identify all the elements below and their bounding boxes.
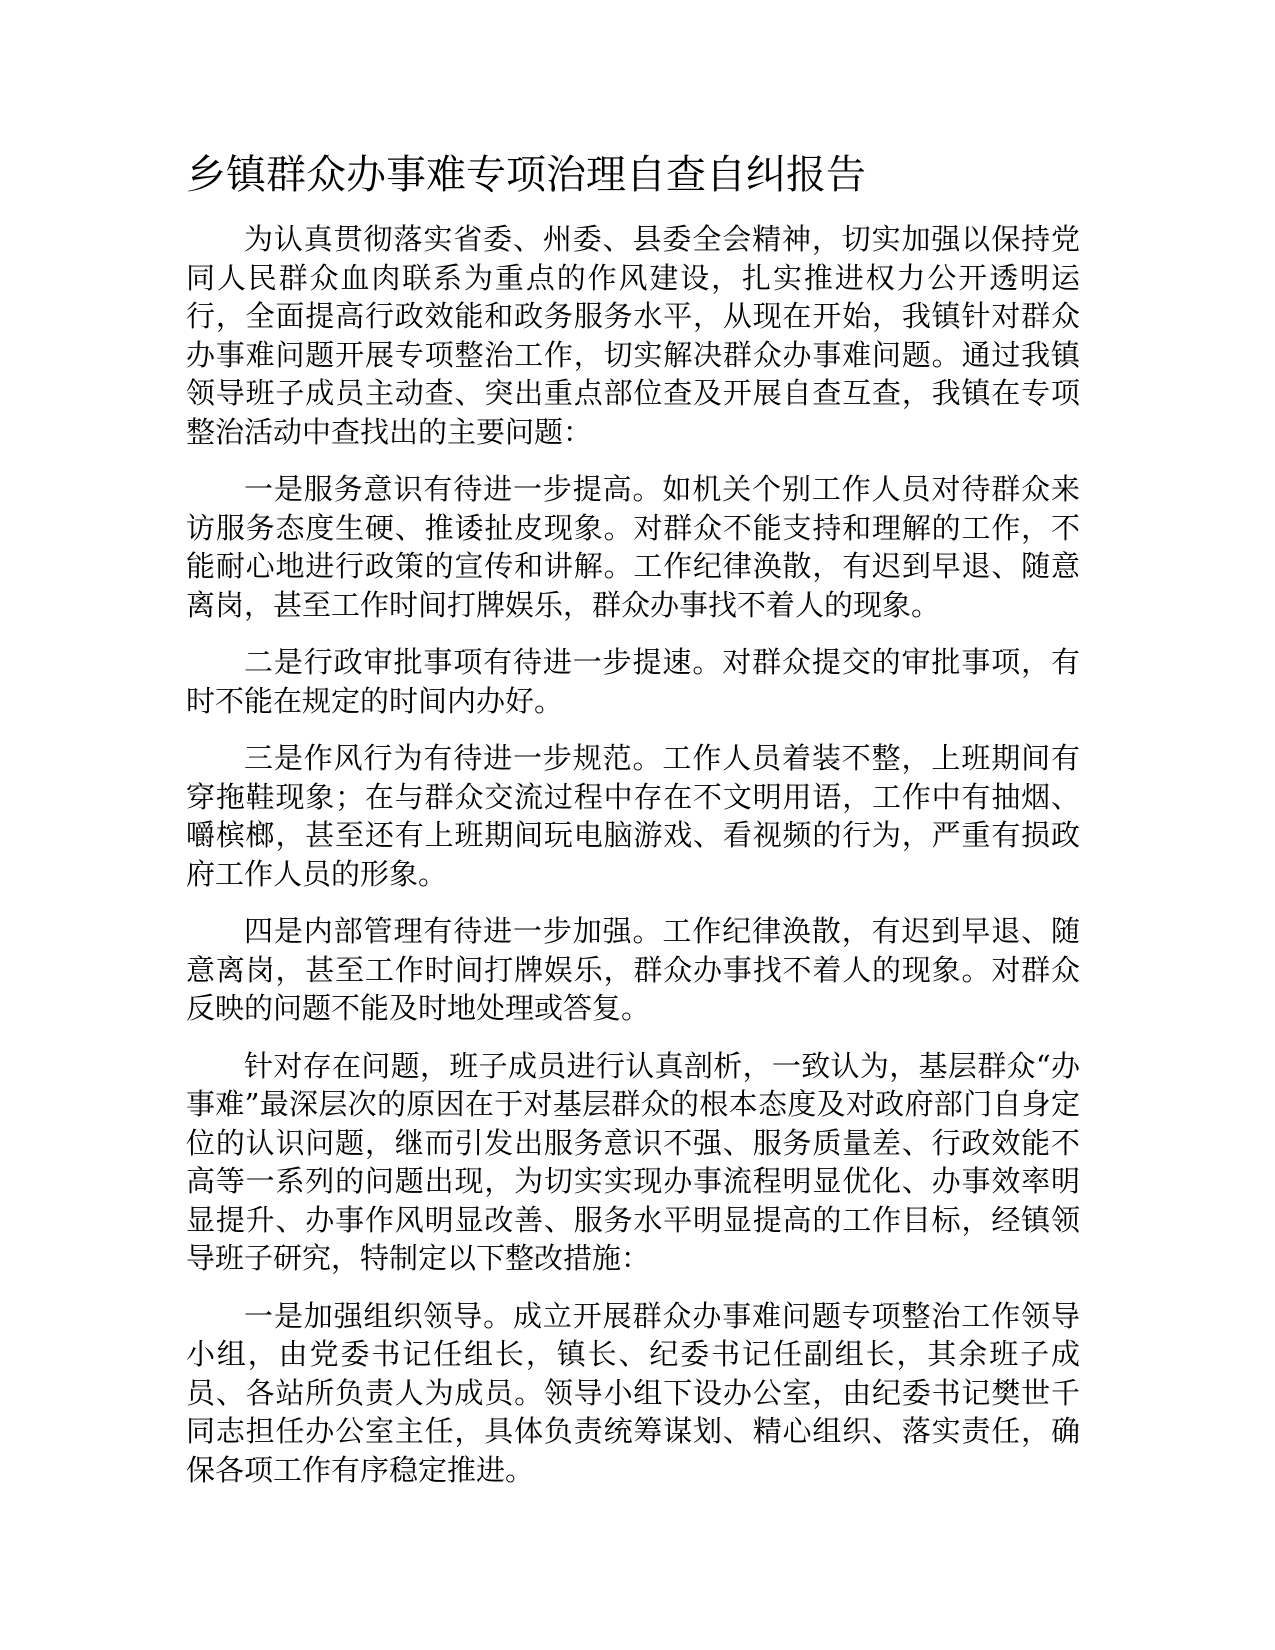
paragraph-intro: 为认真贯彻落实省委、州委、县委全会精神，切实加强以保持党同人民群众血肉联系为重点的作风建设，扎实推进权力公开透明运行，全面提高行政效能和政务服务水平，从现在开始，我镇针对群众办事难问题开展专项整治工作，切实解决群众办事难问题。通过我镇领导班子成员主动查、突出重点部位查及开展自查互查，我镇在专项整治活动中查找出的主要问题：: [186, 222, 1080, 449]
paragraph-problem-3: 三是作风行为有待进一步规范。工作人员着装不整，上班期间有穿拖鞋现象；在与群众交流过程中存在不文明用语，工作中有抽烟、嚼槟榔，甚至还有上班期间玩电脑游戏、看视频的行为，严重有损政府工作人员的形象。: [186, 741, 1080, 891]
paragraph-problem-2: 二是行政审批事项有待进一步提速。对群众提交的审批事项，有时不能在规定的时间内办好。: [186, 645, 1080, 718]
paragraph-problem-4: 四是内部管理有待进一步加强。工作纪律涣散，有迟到早退、随意离岗，甚至工作时间打牌娱乐，群众办事找不着人的现象。对群众反映的问题不能及时地处理或答复。: [186, 914, 1080, 1025]
paragraph-measure-1: 一是加强组织领导。成立开展群众办事难问题专项整治工作领导小组，由党委书记任组长，镇长、纪委书记任副组长，其余班子成员、各站所负责人为成员。领导小组下设办公室，由纪委书记樊世千同志担任办公室主任，具体负责统筹谋划、精心组织、落实责任，确保各项工作有序稳定推进。: [186, 1298, 1080, 1487]
document-title: 乡镇群众办事难专项治理自查自纠报告: [186, 152, 866, 198]
paragraph-problem-1: 一是服务意识有待进一步提高。如机关个别工作人员对待群众来访服务态度生硬、推诿扯皮现象。对群众不能支持和理解的工作，不能耐心地进行政策的宣传和讲解。工作纪律涣散，有迟到早退、随意离岗，甚至工作时间打牌娱乐，群众办事找不着人的现象。: [186, 472, 1080, 622]
paragraph-analysis: 针对存在问题，班子成员进行认真剖析，一致认为，基层群众“办事难”最深层次的原因在于对基层群众的根本态度及对政府部门自身定位的认识问题，继而引发出服务意识不强、服务质量差、行政效能不高等一系列的问题出现，为切实实现办事流程明显优化、办事效率明显提升、办事作风明显改善、服务水平明显提高的工作目标，经镇领导班子研究，特制定以下整改措施：: [186, 1048, 1080, 1275]
document-body: [186, 220, 1080, 1508]
